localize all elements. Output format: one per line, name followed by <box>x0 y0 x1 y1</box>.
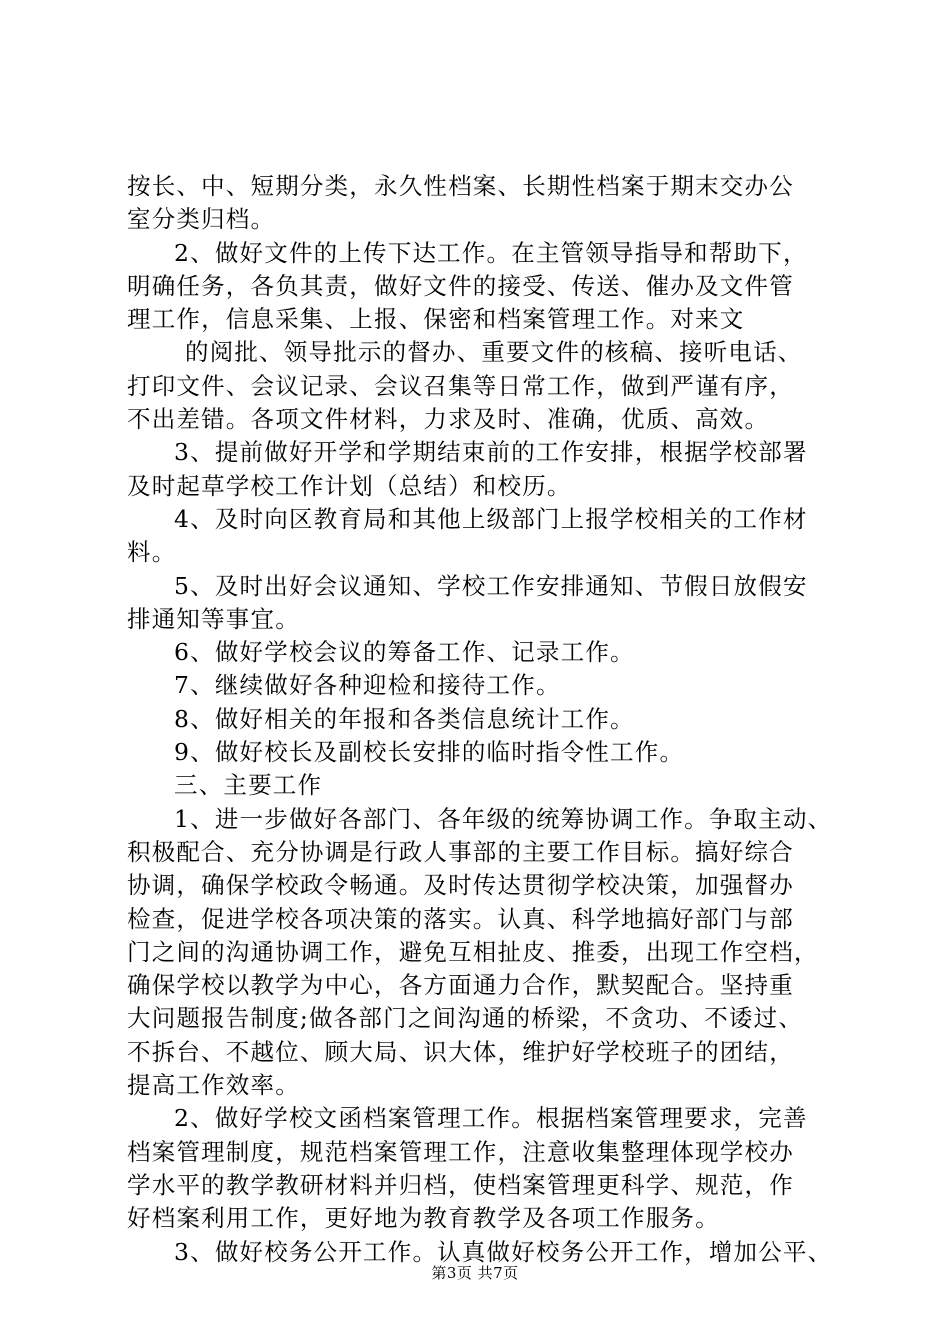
page-number-label: 第3页 共7页 <box>431 1264 519 1282</box>
text-line: 9、做好校长及副校长安排的临时指令性工作。 <box>174 738 685 767</box>
text-line: 3、提前做好开学和学期结束前的工作安排，根据学校部署 <box>174 438 808 467</box>
text-line: 学水平的教学教研材料并归档，使档案管理更科学、规范，作 <box>127 1170 794 1199</box>
text-line: 及时起草学校工作计划（总结）和校历。 <box>127 471 572 500</box>
text-line: 检查，促进学校各项决策的落实。认真、科学地搞好部门与部 <box>127 904 794 933</box>
text-line: 不拆台、不越位、顾大局、识大体，维护好学校班子的团结， <box>127 1037 794 1066</box>
text-line: 2、做好文件的上传下达工作。在主管领导指导和帮助下， <box>174 238 808 267</box>
text-line: 料。 <box>127 538 177 567</box>
text-line: 理工作，信息采集、上报、保密和档案管理工作。对来文 <box>127 305 745 334</box>
text-line: 好档案利用工作，更好地为教育教学及各项工作服务。 <box>127 1204 720 1233</box>
text-line: 按长、中、短期分类，永久性档案、长期性档案于期末交办公 <box>127 172 794 200</box>
text-line: 大问题报告制度;做各部门之间沟通的桥梁，不贪功、不诿过、 <box>127 1004 804 1033</box>
text-line: 提高工作效率。 <box>127 1071 300 1100</box>
text-line: 3、做好校务公开工作。认真做好校务公开工作，增加公平、 <box>174 1237 833 1266</box>
text-line: 5、及时出好会议通知、学校工作安排通知、节假日放假安 <box>174 571 808 600</box>
text-line: 门之间的沟通协调工作，避免互相扯皮、推委，出现工作空档， <box>127 937 819 966</box>
text-line: 不出差错。各项文件材料，力求及时、准确，优质、高效。 <box>127 405 770 434</box>
page-footer <box>0 1262 950 1283</box>
text-line: 7、继续做好各种迎检和接待工作。 <box>174 671 561 700</box>
text-line: 4、及时向区教育局和其他上级部门上报学校相关的工作材 <box>174 504 808 533</box>
text-line: 室分类归档。 <box>127 205 276 234</box>
text-line: 2、做好学校文函档案管理工作。根据档案管理要求，完善 <box>174 1104 808 1133</box>
text-line: 打印文件、会议记录、会议召集等日常工作，做到严谨有序， <box>127 371 794 400</box>
text-line: 的阅批、领导批示的督办、重要文件的核稿、接听电话、 <box>185 338 803 367</box>
text-line: 1、进一步做好各部门、各年级的统筹协调工作。争取主动、 <box>174 804 833 833</box>
text-line: 协调，确保学校政令畅通。及时传达贯彻学校决策，加强督办 <box>127 871 794 900</box>
text-line: 档案管理制度，规范档案管理工作，注意收集整理体现学校办 <box>127 1137 794 1166</box>
text-line: 积极配合、充分协调是行政人事部的主要工作目标。搞好综合 <box>127 837 794 866</box>
document-body <box>127 170 847 1269</box>
text-line: 确保学校以教学为中心，各方面通力合作，默契配合。坚持重 <box>127 971 794 1000</box>
text-line: 排通知等事宜。 <box>127 604 300 633</box>
text-line: 8、做好相关的年报和各类信息统计工作。 <box>174 704 635 733</box>
text-line: 三、主要工作 <box>174 771 323 800</box>
text-line: 明确任务，各负其责，做好文件的接受、传送、催办及文件管 <box>127 271 794 300</box>
text-line: 6、做好学校会议的筹备工作、记录工作。 <box>174 638 635 667</box>
